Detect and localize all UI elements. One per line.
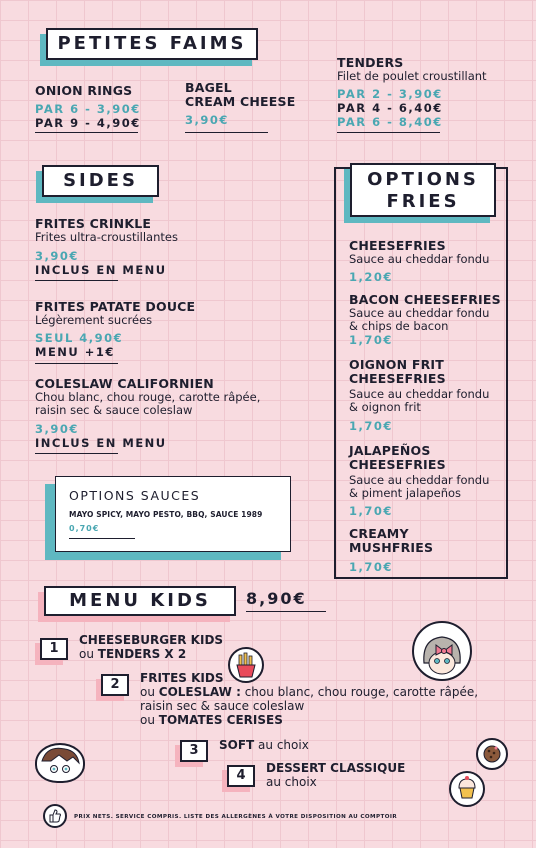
fries-option-price: 1,70€ <box>349 333 393 347</box>
fries-option-name: CHEESEFRIES <box>349 371 446 386</box>
fries-option-desc: Sauce au cheddar fondu <box>349 306 490 320</box>
fries-option-name: JALAPEÑOS <box>349 443 431 458</box>
kids-step-4 <box>266 761 405 789</box>
kids-step-1-number: 1 <box>40 638 68 660</box>
menu-kids-price: 8,90€ <box>246 589 307 608</box>
fries-option-price: 1,70€ <box>349 419 393 433</box>
kids-step-3-rest: au choix <box>254 738 309 752</box>
kids-step-3-number: 3 <box>180 740 208 762</box>
tenders-desc: Filet de poulet croustillant <box>337 69 487 83</box>
fries-option-desc: Sauce au cheddar fondu <box>349 473 490 487</box>
kids-step-2-number: 2 <box>101 674 129 696</box>
frites-patate-douce-item <box>35 300 305 359</box>
tenders-price-2: PAR 4 - 6,40€ <box>337 101 443 115</box>
coleslaw-desc-2: raisin sec & sauce coleslaw <box>35 403 193 417</box>
kids-step-2-coleslaw-desc: chou blanc, chou rouge, carotte râpée, <box>240 685 479 699</box>
fries-option-name: CHEESEFRIES <box>349 238 446 253</box>
fries-option-name: OIGNON FRIT <box>349 357 444 372</box>
fries-option-0 <box>349 239 505 284</box>
fries-option-name: BACON CHEESEFRIES <box>349 292 501 307</box>
kids-step-2-main: FRITES KIDS <box>140 671 224 685</box>
frites-crinkle-item <box>35 217 305 277</box>
cookie-icon <box>476 738 508 770</box>
onion-rings-name: ONION RINGS <box>35 83 133 98</box>
options-fries-title <box>350 163 496 217</box>
fries-option-2 <box>349 358 505 433</box>
coleslaw-price: 3,90€ <box>35 422 79 436</box>
kids-step-1-or: ou <box>79 647 94 661</box>
kids-step-2-tomates: TOMATES CERISES <box>158 713 283 727</box>
frites-crinkle-price: 3,90€ <box>35 249 79 263</box>
fries-option-name: CHEESEFRIES <box>349 457 446 472</box>
bagel-name-1: BAGEL <box>185 80 232 95</box>
options-sauces-price: 0,70€ <box>69 524 100 533</box>
options-fries-title-1: OPTIONS <box>367 169 479 190</box>
frites-patate-douce-desc: Légèrement sucrées <box>35 313 153 327</box>
divider <box>246 611 326 612</box>
options-sauces-list: MAYO SPICY, MAYO PESTO, BBQ, SAUCE 1989 <box>69 510 263 519</box>
tenders-item <box>337 56 527 129</box>
cupcake-icon <box>449 771 485 807</box>
frites-patate-douce-price: SEUL 4,90€ <box>35 331 124 345</box>
fries-option-name: MUSHFRIES <box>349 540 434 555</box>
fries-option-price: 1,70€ <box>349 560 393 574</box>
tenders-name: TENDERS <box>337 55 404 70</box>
options-sauces-box <box>55 476 291 552</box>
kids-step-4-number: 4 <box>227 765 255 787</box>
frites-crinkle-note: INCLUS EN MENU <box>35 263 167 277</box>
kids-step-2-or: ou <box>140 685 155 699</box>
frites-crinkle-name: FRITES CRINKLE <box>35 216 152 231</box>
coleslaw-desc-1: Chou blanc, chou rouge, carotte râpée, <box>35 390 261 404</box>
onion-rings-price-1: PAR 6 - 3,90€ <box>35 102 141 116</box>
kids-step-4-main: DESSERT CLASSIQUE <box>266 761 406 775</box>
options-fries-title-2: FRIES <box>386 191 460 212</box>
bagel-name-2: CREAM CHEESE <box>185 94 296 109</box>
fries-option-1 <box>349 293 505 347</box>
kids-step-1-alt: TENDERS X 2 <box>97 647 187 661</box>
frites-patate-douce-note: MENU +1€ <box>35 345 115 359</box>
fries-icon <box>228 647 264 683</box>
coleslaw-name: COLESLAW CALIFORNIEN <box>35 376 214 391</box>
petites-faims-title: PETITES FAIMS <box>46 28 258 60</box>
fries-option-desc: & chips de bacon <box>349 319 449 333</box>
divider <box>35 363 118 364</box>
coleslaw-item <box>35 377 315 450</box>
fries-option-price: 1,20€ <box>349 270 393 284</box>
fries-option-price: 1,70€ <box>349 504 393 518</box>
divider <box>35 132 138 133</box>
onion-rings-price-2: PAR 9 - 4,90€ <box>35 116 141 130</box>
divider <box>69 538 135 539</box>
divider <box>185 132 268 133</box>
bagel-price: 3,90€ <box>185 113 229 127</box>
tenders-price-1: PAR 2 - 3,90€ <box>337 87 443 101</box>
onion-rings-item <box>35 84 175 130</box>
kids-step-2-or-2: ou <box>140 713 155 727</box>
kids-step-1-main: CHEESEBURGER KIDS <box>79 633 224 647</box>
kids-step-2-coleslaw-desc-2: raisin sec & sauce coleslaw <box>140 699 305 713</box>
fries-option-desc: Sauce au cheddar fondu <box>349 252 490 266</box>
kids-step-3 <box>219 738 309 752</box>
footer-note: PRIX NETS. SERVICE COMPRIS. LISTE DES ALLERGÈNES À VOTRE DISPOSITION AU COMPTOIR <box>74 814 398 820</box>
options-sauces-title: OPTIONS SAUCES <box>69 488 201 503</box>
thumbs-up-icon <box>43 804 67 828</box>
fries-option-name: CREAMY <box>349 526 409 541</box>
divider <box>337 132 440 133</box>
boy-face-icon <box>35 743 85 783</box>
frites-patate-douce-name: FRITES PATATE DOUCE <box>35 299 196 314</box>
divider <box>35 453 118 454</box>
fries-option-desc: & oignon frit <box>349 400 421 414</box>
kids-step-4-rest: au choix <box>266 775 317 789</box>
fries-option-desc: & piment jalapeños <box>349 486 462 500</box>
fries-option-3 <box>349 444 505 518</box>
coleslaw-note: INCLUS EN MENU <box>35 436 167 450</box>
frites-crinkle-desc: Frites ultra-croustillantes <box>35 230 178 244</box>
girl-face-icon <box>412 621 472 681</box>
fries-option-desc: Sauce au cheddar fondu <box>349 387 490 401</box>
bagel-item <box>185 81 325 127</box>
menu-kids-title: MENU KIDS <box>44 586 236 616</box>
kids-step-2-coleslaw: COLESLAW : <box>158 685 241 699</box>
sides-title: SIDES <box>42 165 159 197</box>
fries-option-4 <box>349 527 505 574</box>
kids-step-3-main: SOFT <box>219 738 255 752</box>
kids-step-1 <box>79 633 223 661</box>
divider <box>35 280 118 281</box>
tenders-price-3: PAR 6 - 8,40€ <box>337 115 443 129</box>
